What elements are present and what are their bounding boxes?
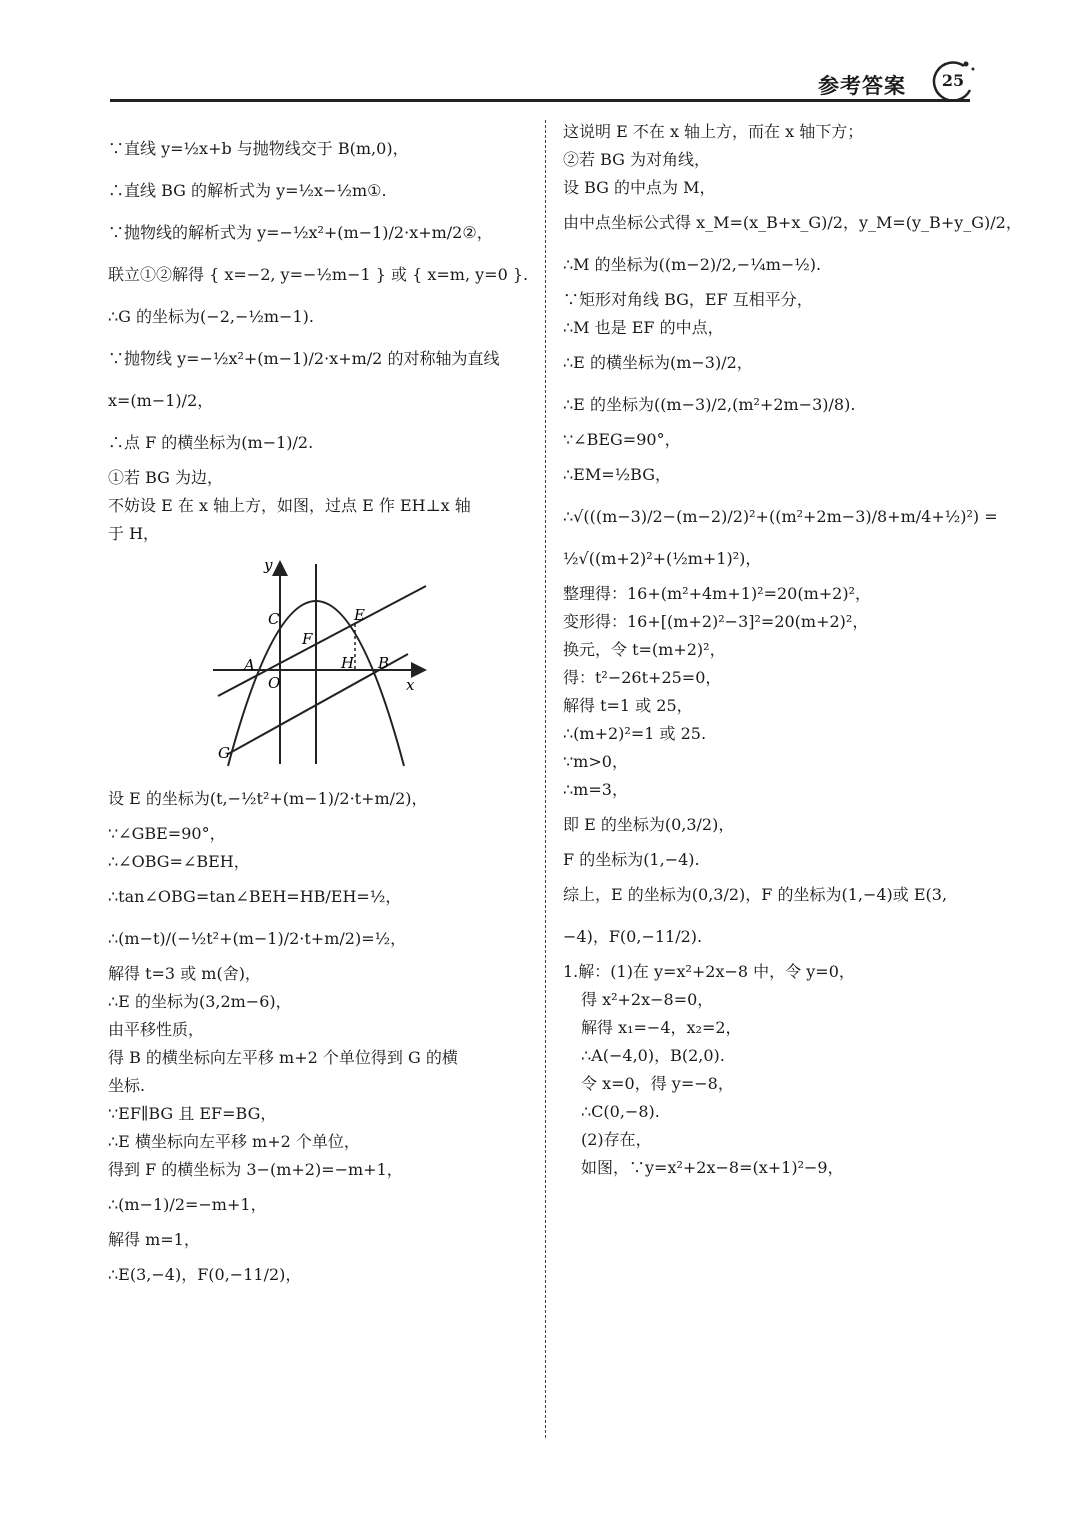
text-line: 变形得：16+[(m+2)²−3]²=20(m+2)²， — [563, 612, 869, 631]
page-number: 25 — [941, 71, 965, 90]
text-line: ∵m>0， — [563, 752, 628, 771]
text-line: 得 B 的横坐标向左平移 m+2 个单位得到 G 的横 — [108, 1048, 458, 1067]
text-line: 设 BG 的中点为 M， — [563, 178, 716, 197]
text-line: ∴直线 BG 的解析式为 y=½x−½m①. — [108, 181, 387, 200]
text-line: ∴EM=½BG， — [563, 465, 671, 484]
text-line: 即 E 的坐标为(0,3/2)， — [563, 815, 735, 834]
text-line: 得：t²−26t+25=0， — [563, 668, 722, 687]
text-line: ∴(m−t)/(−½t²+(m−1)/2·t+m/2)=½， — [108, 929, 407, 948]
label-o: O — [268, 674, 281, 692]
text-line: ∵抛物线 y=−½x²+(m−1)/2·x+m/2 的对称轴为直线 — [108, 349, 500, 368]
right-column — [563, 118, 1022, 1182]
parabola-figure — [208, 554, 438, 774]
text-line: ∵直线 y=½x+b 与抛物线交于 B(m,0)， — [108, 139, 409, 158]
text-line: ∴E 的坐标为((m−3)/2,(m²+2m−3)/8). — [563, 395, 856, 414]
text-line: −4)，F(0,−11/2). — [563, 927, 703, 946]
text-line: 这说明 E 不在 x 轴上方，而在 x 轴下方； — [563, 122, 864, 141]
text-line: 得 x²+2x−8=0， — [581, 990, 714, 1009]
header-rule — [110, 99, 970, 102]
text-line: ∴E 的横坐标为(m−3)/2， — [563, 353, 753, 372]
text-line: ∴点 F 的横坐标为(m−1)/2. — [108, 433, 314, 452]
header-title: 参考答案 — [818, 74, 906, 98]
text-line: ∴E 的坐标为(3,2m−6)， — [108, 992, 292, 1011]
text-line: ∴C(0,−8). — [581, 1102, 660, 1121]
text-line: ∴√(((m−3)/2−(m−2)/2)²+((m²+2m−3)/8+m/4+½)²) = — [563, 507, 998, 526]
text-line: 于 H， — [108, 524, 160, 543]
text-line: ∴(m−1)/2=−m+1， — [108, 1195, 267, 1214]
label-h: H — [341, 654, 355, 672]
text-line: F 的坐标为(1,−4). — [563, 850, 700, 869]
text-line: 解得 x₁=−4，x₂=2， — [581, 1018, 742, 1037]
text-line: 综上，E 的坐标为(0,3/2)，F 的坐标为(1,−4)或 E(3, — [563, 885, 948, 904]
text-line: ∴m=3， — [563, 780, 628, 799]
text-line: ∴∠OBG=∠BEH， — [108, 852, 250, 871]
text-line: (2)存在， — [581, 1130, 652, 1149]
text-line: 得到 F 的横坐标为 3−(m+2)=−m+1， — [108, 1160, 403, 1179]
text-line: 整理得：16+(m²+4m+1)²=20(m+2)²， — [563, 584, 872, 603]
text-line: ∴E(3,−4)，F(0,−11/2)， — [108, 1265, 302, 1284]
text-line: 解得 t=1 或 25， — [563, 696, 693, 715]
text-line: 由中点坐标公式得 x_M=(x_B+x_G)/2，y_M=(y_B+y_G)/2， — [563, 213, 1022, 232]
label-c: C — [268, 610, 280, 628]
label-e: E — [354, 606, 365, 624]
text-line: ∴M 的坐标为((m−2)/2,−¼m−½). — [563, 255, 822, 274]
text-line: ∵抛物线的解析式为 y=−½x²+(m−1)/2·x+m/2②， — [108, 223, 493, 242]
text-line: ∵∠GBE=90°， — [108, 824, 226, 843]
text-line: 如图，∵y=x²+2x−8=(x+1)²−9， — [581, 1158, 844, 1177]
column-divider — [545, 120, 546, 1438]
text-line: ∵矩形对角线 BG，EF 互相平分， — [563, 290, 813, 309]
text-line: ∴M 也是 EF 的中点， — [563, 318, 724, 337]
left-column — [108, 128, 533, 1296]
text-line: ∴E 横坐标向左平移 m+2 个单位， — [108, 1132, 360, 1151]
text-line: ②若 BG 为对角线， — [563, 150, 711, 169]
text-line: 解得 t=3 或 m(舍)， — [108, 964, 261, 983]
text-line: ∴G 的坐标为(−2,−½m−1). — [108, 307, 314, 326]
label-y: y — [264, 556, 273, 574]
text-line: 由平移性质， — [108, 1020, 205, 1039]
label-x: x — [406, 676, 415, 694]
text-line: 不妨设 E 在 x 轴上方，如图，过点 E 作 EH⊥x 轴 — [108, 496, 471, 515]
text-line: ½√((m+2)²+(½m+1)²)， — [563, 549, 762, 568]
label-a: A — [244, 656, 255, 674]
text-line: x=(m−1)/2， — [108, 391, 214, 410]
text-line: ∴(m+2)²=1 或 25. — [563, 724, 707, 743]
text-line: 换元，令 t=(m+2)²， — [563, 640, 726, 659]
text-line: 坐标. — [108, 1076, 146, 1095]
text-line: 解得 m=1， — [108, 1230, 200, 1249]
text-line: ①若 BG 为边， — [108, 468, 224, 487]
text-line: 令 x=0，得 y=−8， — [581, 1074, 734, 1093]
text-line: 设 E 的坐标为(t,−½t²+(m−1)/2·t+m/2)， — [108, 789, 428, 808]
text-line: ∵EF∥BG 且 EF=BG， — [108, 1104, 277, 1123]
text-line: ∴A(−4,0)，B(2,0). — [581, 1046, 725, 1065]
text-line: 1.解：(1)在 y=x²+2x−8 中，令 y=0， — [563, 962, 855, 981]
text-line: ∴tan∠OBG=tan∠BEH=HB/EH=½， — [108, 887, 402, 906]
text-line: 联立①②解得 { x=−2, y=−½m−1 } 或 { x=m, y=0 }. — [108, 265, 529, 284]
text-line: ∵∠BEG=90°， — [563, 430, 681, 449]
label-g: G — [218, 744, 230, 762]
label-f: F — [302, 630, 313, 648]
label-b: B — [378, 654, 390, 672]
